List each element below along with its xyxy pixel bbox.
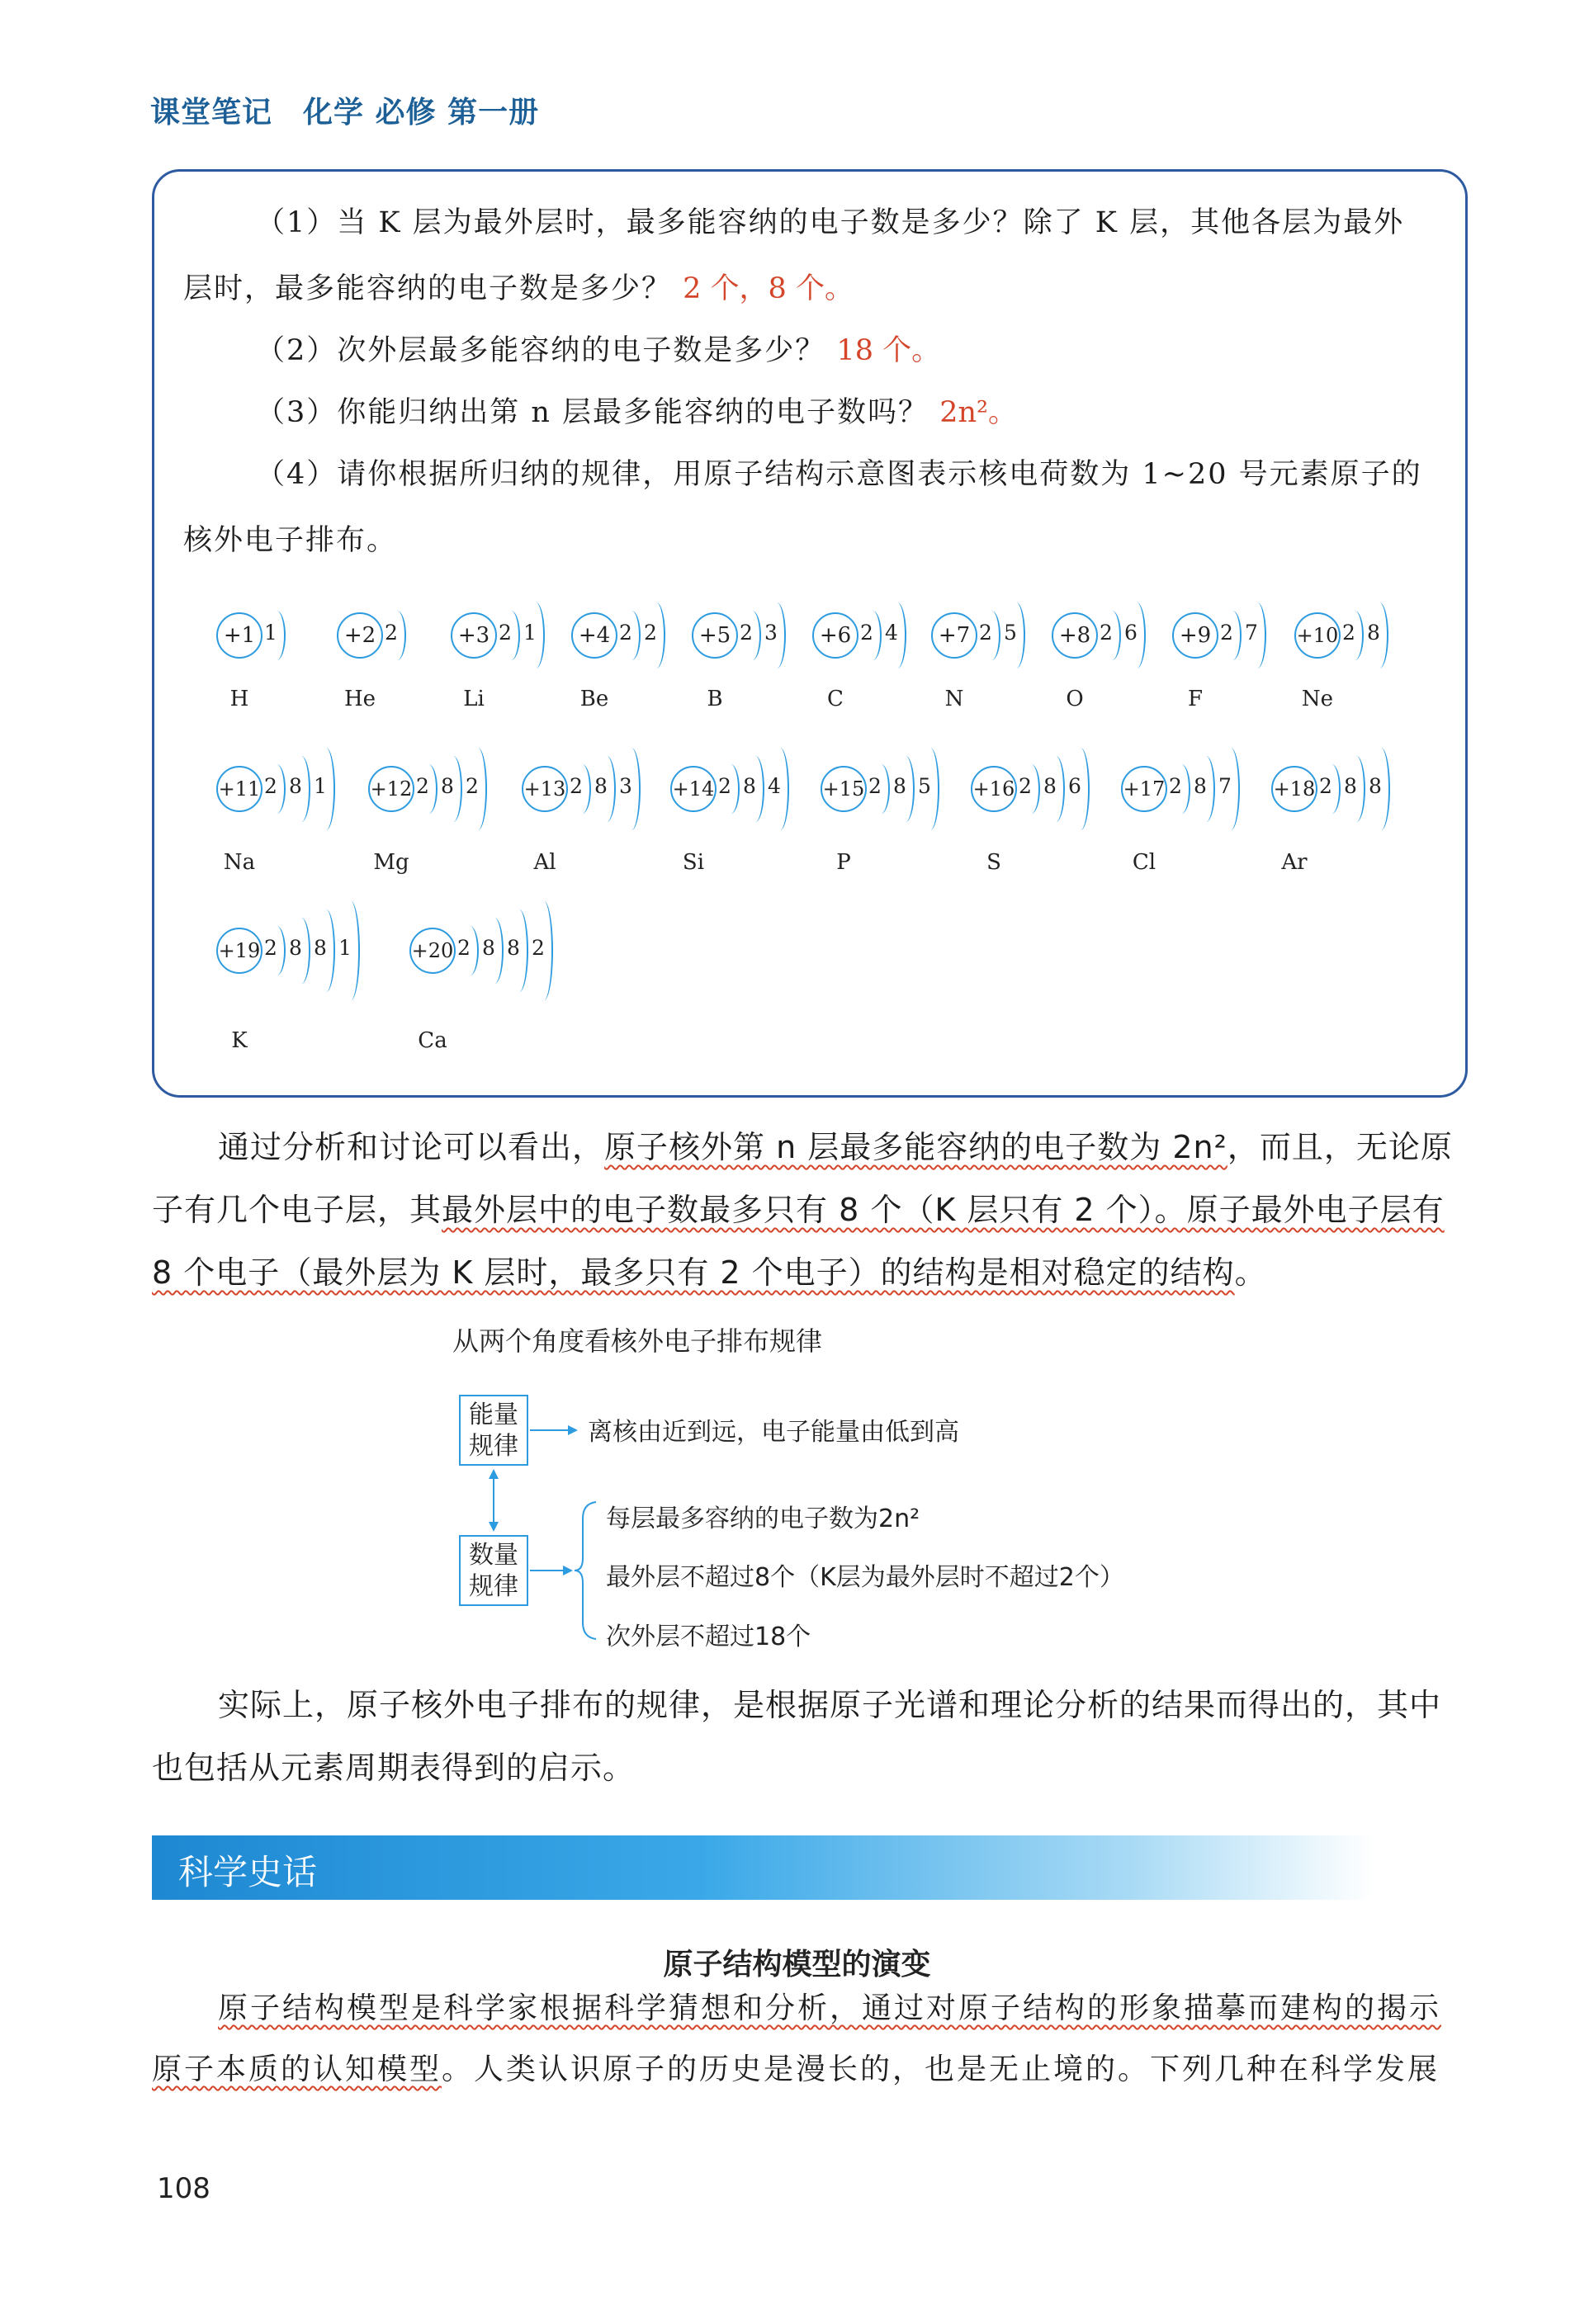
question-3-text: （3）你能归纳出第 n 层最多能容纳的电子数吗？ [256,396,929,429]
science-history-banner [152,1835,1374,1900]
electron-count: 2 [570,774,583,798]
electron-count: 2 [264,774,277,798]
electron-count: 4 [768,774,781,798]
analysis-3a: 8 个电子（最外层为 K 层时，最多只有 2 个电子）的结构是相对稳定的结构 [152,1254,1235,1291]
electron-count: 8 [893,774,906,798]
electron-count: 2 [499,621,512,645]
quantity-arrow-head [563,1566,573,1575]
analysis-3b: 。 [1234,1254,1267,1291]
electron-count: 7 [1218,774,1232,798]
element-symbol-F: F [1187,687,1204,711]
energy-box-line-2: 规律 [469,1432,518,1461]
quantity-box-line-2: 规律 [469,1572,518,1601]
history-1: 原子结构模型是科学家根据科学猜想和分析，通过对原子结构的形象描摹而建构的揭示 [218,1991,1442,2025]
nucleus-C: +6 [812,612,858,659]
electron-count: 8 [594,774,608,798]
electron-count: 8 [1043,774,1057,798]
electron-count: 2 [1019,774,1032,798]
electron-count: 8 [1367,621,1380,645]
question-1-text: 层时，最多能容纳的电子数是多少？ [183,272,673,305]
electron-count: 2 [1220,621,1233,645]
nucleus-Cl: +17 [1121,766,1167,812]
nucleus-He: +2 [337,612,383,659]
nucleus-N: +7 [931,612,977,659]
electron-count: 2 [644,621,657,645]
question-2-answer: 18 个。 [836,334,941,367]
question-4-line-1: （4）请你根据所归纳的规律，用原子结构示意图表示核电荷数为 1~20 号元素原子的 [256,458,1422,491]
element-symbol-Na: Na [223,850,256,875]
conclusion-line-1 [152,1687,1441,1723]
element-symbol-Al: Al [533,850,556,875]
question-3-answer: 2n²。 [939,396,1018,429]
energy-box-line-1: 能量 [469,1401,518,1429]
quantity-box-line-1: 数量 [469,1541,518,1570]
conclusion-1: 实际上，原子核外电子排布的规律，是根据原子光谱和理论分析的结果而得出的，其中 [218,1687,1442,1723]
electron-count: 2 [532,936,545,960]
element-symbol-B: B [707,687,723,711]
electron-count: 2 [740,621,753,645]
nucleus-B: +5 [692,612,738,659]
nucleus-Na: +11 [216,766,263,812]
analysis-2b: 最外层中的电子数最多只有 8 个（K 层只有 2 个）。原子最外电子层有 [442,1192,1445,1228]
nucleus-F: +9 [1172,612,1218,659]
science-history-label: 科学史话 [178,1852,318,1892]
nucleus-Al: +13 [522,766,568,812]
nucleus-O: +8 [1052,612,1098,659]
history-line-2 [152,2052,1440,2088]
analysis-1c: ，而且，无论原 [1227,1129,1453,1165]
element-symbol-H: H [229,687,249,711]
electron-count: 2 [860,621,873,645]
history-line-1 [152,1991,1441,2027]
element-symbol-Ca: Ca [418,1028,447,1053]
history-2a: 原子本质的认知模型 [152,2052,442,2086]
element-symbol-S: S [986,850,1001,875]
element-symbol-Mg: Mg [373,850,409,875]
nucleus-Ca: +20 [409,928,456,974]
energy-rule-text: 离核由近到远，电子能量由低到高 [588,1418,959,1447]
electron-count: 2 [718,774,731,798]
element-symbol-Be: Be [579,687,609,711]
electron-count: 2 [1100,621,1113,645]
nucleus-Ar: +18 [1271,766,1317,812]
electron-count: 3 [764,621,778,645]
nucleus-Be: +4 [571,612,617,659]
electron-count: 2 [619,621,632,645]
element-symbol-C: C [827,687,844,711]
nucleus-Ne: +10 [1294,612,1341,659]
electron-count: 6 [1068,774,1081,798]
electron-count: 8 [289,774,302,798]
analysis-1b: 原子核外第 n 层最多能容纳的电子数为 2n² [604,1129,1227,1165]
electron-count: 8 [314,936,327,960]
nucleus-Mg: +12 [368,766,414,812]
electron-count: 2 [264,936,277,960]
analysis-2a: 子有几个电子层，其 [152,1192,442,1228]
page-header-title: 课堂笔记 化学 必修 第一册 [150,96,540,130]
history-2b: 。人类认识原子的历史是漫长的，也是无止境的。下列几种在科学发展 [442,2052,1440,2086]
electron-count: 2 [457,936,471,960]
electron-count: 5 [1004,621,1017,645]
electron-count: 8 [1369,774,1382,798]
question-1-answer: 2 个，8 个。 [683,272,854,305]
question-1-line-1: （1）当 K 层为最外层时，最多能容纳的电子数是多少？除了 K 层，其他各层为最外 [256,206,1405,239]
question-4-line-2: 核外电子排布。 [183,524,398,557]
electron-count: 2 [466,774,479,798]
conclusion-line-2: 也包括从元素周期表得到的启示。 [152,1750,636,1786]
nucleus-H: +1 [216,612,263,659]
element-symbol-Ar: Ar [1281,850,1308,875]
electron-count: 6 [1124,621,1138,645]
element-symbol-Cl: Cl [1132,850,1156,875]
electron-count: 5 [918,774,931,798]
nucleus-P: +15 [821,766,867,812]
electron-count: 8 [441,774,454,798]
electron-count: 2 [979,621,992,645]
electron-count: 4 [885,621,898,645]
link-arrow-down [489,1522,499,1532]
electron-count: 2 [868,774,882,798]
electron-count: 2 [1319,774,1332,798]
element-symbol-Ne: Ne [1301,687,1334,711]
page-number: 108 [157,2172,210,2205]
element-symbol-K: K [231,1028,248,1053]
link-arrow-up [489,1469,499,1479]
nucleus-K: +19 [216,928,263,974]
energy-arrow-head [568,1425,578,1435]
electron-count: 2 [416,774,429,798]
electron-count: 8 [1194,774,1207,798]
history-section-title: 原子结构模型的演变 [663,1948,931,1982]
electron-count: 1 [314,774,327,798]
electron-count: 8 [507,936,520,960]
diagram-title: 从两个角度看核外电子排布规律 [452,1325,823,1357]
element-symbol-O: O [1066,687,1084,711]
quantity-brace [575,1502,596,1639]
nucleus-Li: +3 [451,612,497,659]
quantity-item-3: 次外层不超过18个 [606,1623,811,1651]
element-symbol-N: N [944,687,964,711]
quantity-item-1: 每层最多容纳的电子数为2n² [606,1504,920,1533]
electron-count: 3 [619,774,632,798]
nucleus-Si: +14 [670,766,717,812]
electron-count: 8 [482,936,495,960]
element-symbol-Li: Li [463,687,485,711]
electron-count: 8 [1344,774,1357,798]
nucleus-S: +16 [971,766,1017,812]
electron-count: 8 [743,774,756,798]
electron-count: 1 [523,621,537,645]
element-symbol-Si: Si [682,850,705,875]
electron-count: 2 [385,621,398,645]
electron-count: 2 [1169,774,1182,798]
electron-count: 2 [1342,621,1355,645]
electron-count: 8 [289,936,302,960]
electron-count: 1 [264,621,277,645]
electron-count: 7 [1245,621,1258,645]
electron-count: 1 [338,936,352,960]
question-2-text: （2）次外层最多能容纳的电子数是多少？ [256,334,826,367]
quantity-item-2: 最外层不超过8个（K层为最外层时不超过2个） [606,1563,1124,1592]
element-symbol-He: He [343,687,376,711]
analysis-1a: 通过分析和讨论可以看出， [218,1129,605,1165]
element-symbol-P: P [836,850,851,875]
